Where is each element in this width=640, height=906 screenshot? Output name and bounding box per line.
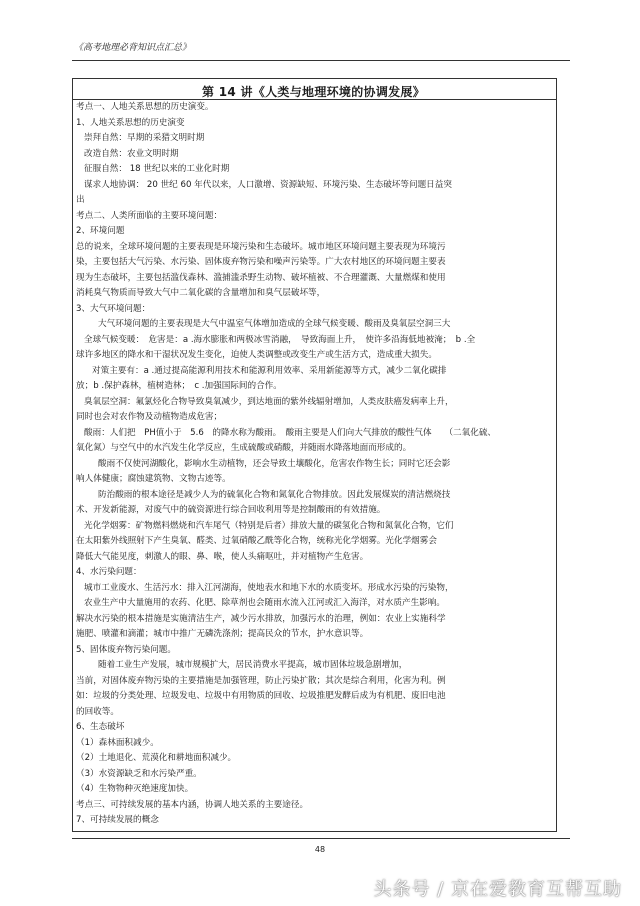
text-line: 解决水污染的根本措施是实施清洁生产，减少污水排放，加强污水的治理，例如：农业上实施科学 [76, 613, 446, 624]
section-heading: 考点三、可持续发展的基本内涵，协调人地关系的主要途径。 [76, 799, 309, 810]
subheading: 2、环境问题 [76, 226, 125, 236]
subheading: 5、固体废弃物污染问题。 [76, 644, 176, 655]
subheading: 4、水污染问题： [76, 567, 142, 577]
text-line: 同时也会对农作物及动植物造成危害； [76, 412, 223, 422]
section-heading: 考点二、人类所面临的主要环境问题： [76, 210, 223, 221]
text-line: 农业生产中大量施用的农药、化肥、除草剂也会随雨水流入江河或汇入海洋，对水质产生影响。 [84, 598, 445, 608]
page-number: 48 [314, 845, 326, 854]
text-line: 染，主要包括大气污染、水污染、固体废弃物污染和噪声污染等。广大农村地区的环境问题主要表 [76, 257, 446, 267]
text-line: 征服自然： 18 世纪以来的工业化时期 [84, 164, 230, 174]
text-line: 大气环境问题的主要表现是大气中温室气体增加造成的全球气候变暖、酸雨及臭氧层空洞三大 [98, 319, 451, 329]
text-line: 防治酸雨的根本途径是减少人为的硫氧化合物和氮氧化合物排放。因此发展煤炭的清洁燃烧技 [98, 489, 451, 500]
footer-rule [72, 838, 570, 839]
text-line: 术、开发新能源，对废气中的硫资源进行综合回收利用等是控制酸雨的有效措施。 [76, 505, 386, 515]
section-heading: 考点一、人地关系思想的历史演变。 [76, 102, 214, 112]
text-line: 现为生态破坏，主要包括滥伐森林、滥捕滥杀野生动物、破坏植被、不合理灌溉、大量燃煤和使用 [76, 272, 446, 283]
list-item: （1）森林面积减少。 [76, 737, 159, 748]
text-line: 球许多地区的降水和干湿状况发生变化，迫使人类调整或改变生产或生活方式，造成重大损失。 [76, 350, 437, 360]
text-line: 消耗臭气物质而导致大气中二氧化碳的含量增加和臭气层破坏等， [76, 288, 326, 298]
text-line: 酸雨不仅使河湖酸化，影响水生动植物，还会导致土壤酸化，危害农作物生长；同时它还会影 [98, 458, 451, 469]
list-item: （4）生物物种灭绝速度加快。 [76, 784, 194, 794]
text-line: 施肥、喷灌和滴灌；城市中推广无磷洗涤剂；提高民众的节水，护水意识等。 [76, 629, 369, 639]
text-line: 改造自然：农业文明时期 [84, 148, 179, 159]
text-line: 出 [76, 195, 85, 205]
text-line: 崇拜自然：早期的采猎文明时期 [84, 133, 205, 143]
list-item: （3）水资源缺乏和水污染严重。 [76, 768, 202, 779]
text-line: 放；b .保护森林，植树造林； c .加强国际间的合作。 [76, 381, 282, 391]
text-line: 总的说来，全球环境问题的主要表现是环境污染和生态破坏。城市地区环境问题主要表现为环境污 [76, 241, 446, 252]
text-line: 如：垃圾的分类处理、垃圾发电、垃圾中有用物质的回收、垃圾推肥发酵后成为有机肥、废旧电池 [76, 691, 446, 701]
subheading: 7、可持续发展的概念 [76, 815, 159, 825]
text-line: 谋求人地协调： 20 世纪 60 年代以来，人口激增、资源缺短、环境污染、生态破坏等问题日益突 [84, 179, 452, 190]
subheading: 6、生态破坏 [76, 722, 125, 732]
text-line: 酸雨：人们把 PH值小于 5.6 的降水称为酸雨。 酸雨主要是人们向大气排放的酸性气体 （二氧化硫、 [84, 427, 497, 438]
header-rule [72, 60, 570, 61]
text-line: 在太阳紫外线照射下产生臭氧、醛类、过氧硝酸乙酰等化合物，统称光化学烟雾。光化学烟雾会 [76, 536, 437, 546]
text-line: 城市工业废水、生活污水：排入江河湖海，使地表水和地下水的水质变坏。形成水污染的污染物， [84, 582, 454, 593]
subheading: 3、大气环境问题： [76, 303, 151, 314]
text-line: 随着工业生产发展，城市规模扩大，居民消费水平提高，城市固体垃圾急剧增加， [98, 660, 408, 670]
list-item: （2）土地退化、荒漠化和耕地面积减少。 [76, 753, 237, 763]
text-line: 全球气候变暖： 危害是：a .海水膨胀和两极冰雪消融， 导致海面上升， 使许多沿海低地被淹； b .全 [84, 334, 476, 345]
text-line: 臭氧层空洞：氟氯烃化合物导致臭氧减少，到达地面的紫外线辐射增加，人类皮肤癌发病率上升， [84, 396, 454, 407]
watermark: 头条号 / 京在爱教育互帮互助 [373, 879, 622, 900]
text-line: 当前，对固体废弃物污染的主要措施是加强管理，防止污染扩散；其次是综合利用，化害为利。例 [76, 675, 446, 686]
text-line: 响人体健康；腐蚀建筑物、文物古迹等。 [76, 474, 231, 484]
document-header: 《高考地理必背知识点汇总》 [74, 43, 192, 53]
text-line: 的回收等。 [76, 706, 119, 717]
text-line: 光化学烟雾：矿物燃料燃烧和汽车尾气（特别是后者）排放大量的碳氢化合物和氮氧化合物，它们 [84, 520, 454, 531]
lesson-content [76, 100, 552, 829]
text-line: 氧化氮）与空气中的水汽发生化学反应，生成硫酸或硝酸，并随雨水降落地面而形成的。 [76, 443, 412, 453]
text-line: 对策主要有：a .通过提高能源利用技术和能源利用效率、采用新能源等方式，减少二氧化碳排 [92, 365, 447, 376]
lesson-title: 第 14 讲《人类与地理环境的协调发展》 [201, 85, 426, 99]
text-line: 降低大气能见度，刺激人的眼、鼻、喉，使人头痛呕吐，并对植物产生危害。 [76, 551, 369, 562]
subheading: 1、人地关系思想的历史演变 [76, 117, 185, 128]
